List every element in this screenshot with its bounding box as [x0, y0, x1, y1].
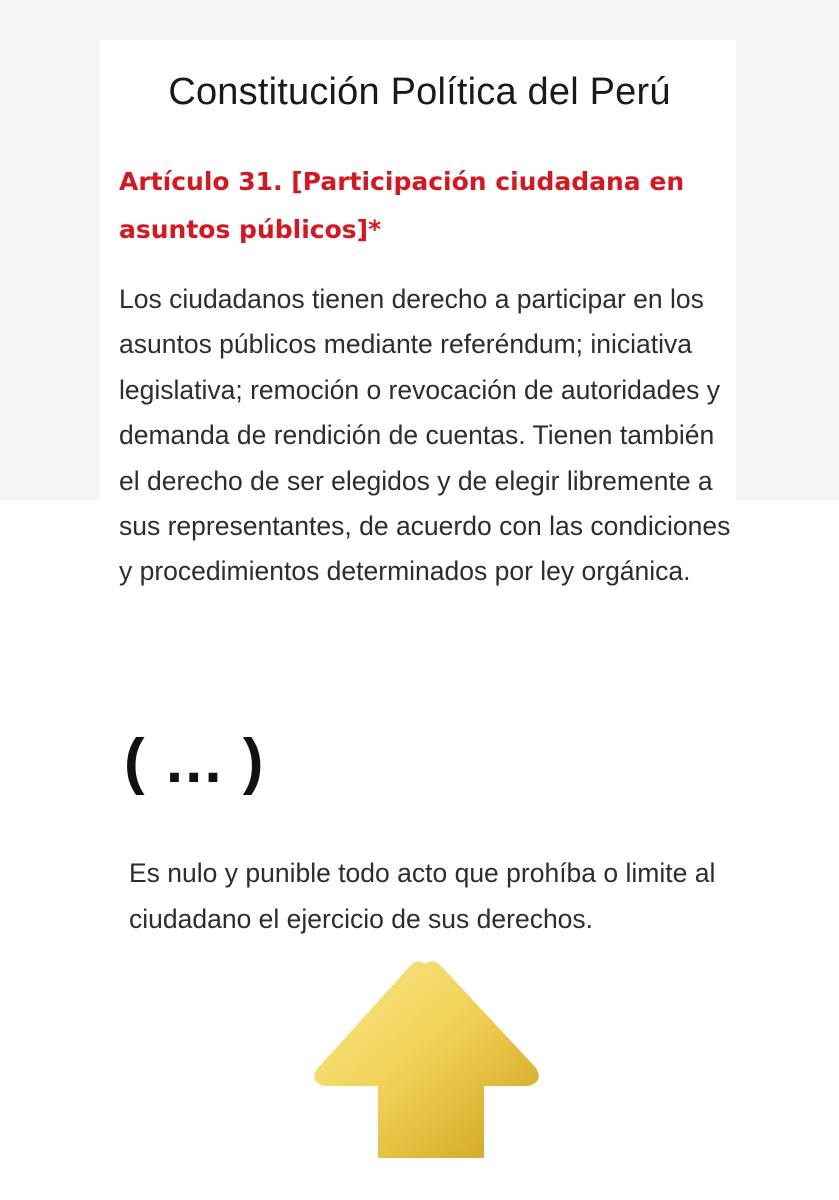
closing-paragraph: Es nulo y punible todo acto que prohíba o limite al ciudadano el ejercicio de sus derechos. [129, 858, 716, 934]
up-arrow-icon [300, 950, 550, 1160]
article-heading: Artículo 31. [Participación ciudadana en asuntos públicos]* [119, 167, 685, 244]
page-title: Constitución Política del Perú [168, 71, 671, 113]
ellipsis-marker: ( ... ) [124, 727, 266, 796]
article-body: Los ciudadanos tienen derecho a participar en los asuntos públicos mediante referéndum; iniciativa legislativa; remoción o revocación de autoridades y demanda de rendición de cuentas. Tienen también el derecho de ser elegidos y de elegir libremente a sus representantes, de acuerdo con las condiciones y procedimientos determinados por ley orgánica. [119, 284, 731, 587]
